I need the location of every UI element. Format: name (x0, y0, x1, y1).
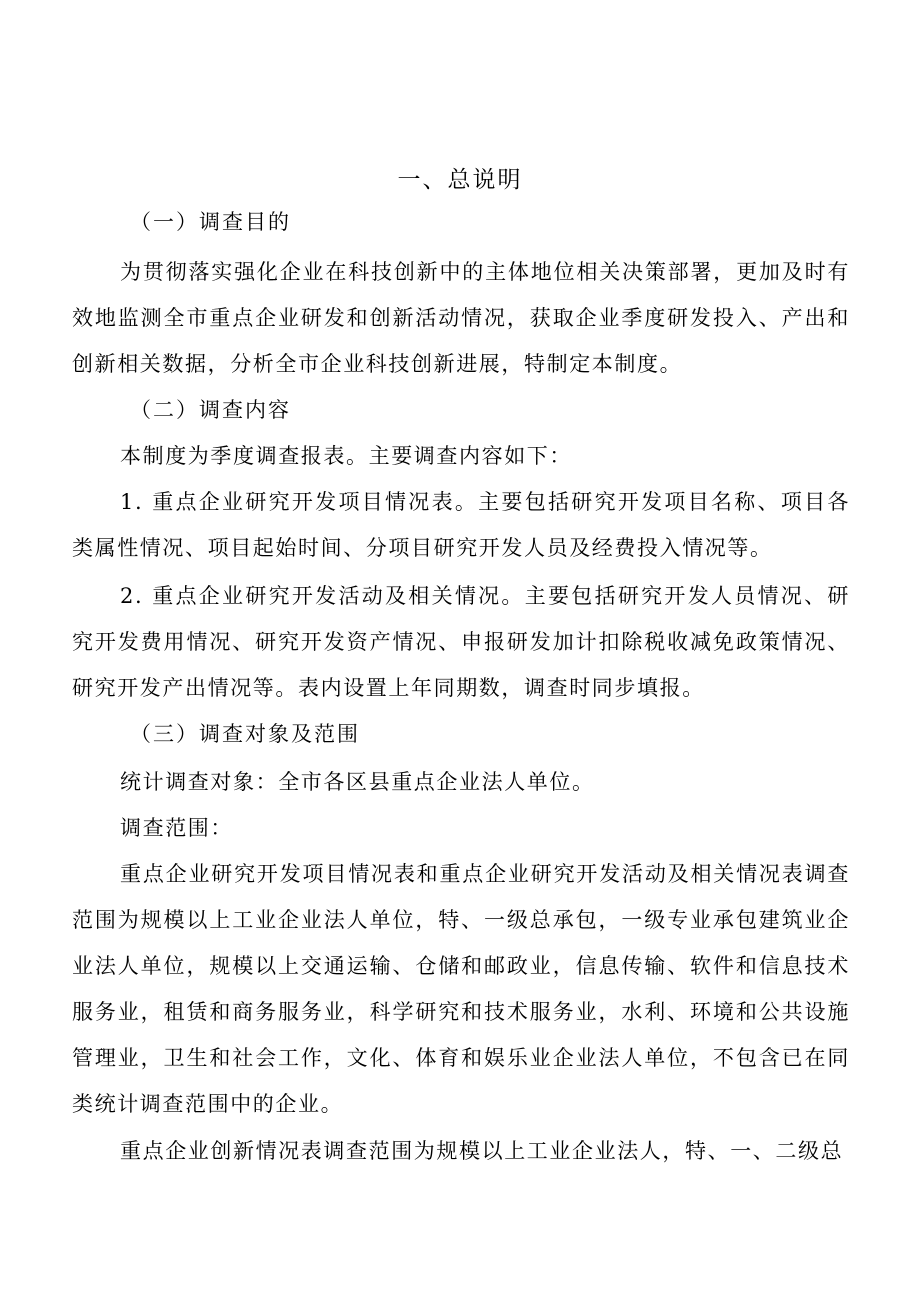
section-heading-content: （二）调查内容 (130, 398, 291, 422)
scope-paragraph-2: 重点企业创新情况表调查范围为规模以上工业企业法人，特、一、二级总 (120, 1139, 844, 1163)
survey-object: 统计调查对象：全市各区县重点企业法人单位。 (120, 770, 595, 794)
section-heading-scope: （三）调查对象及范围 (130, 722, 360, 746)
content-item-2: 2. 重点企业研究开发活动及相关情况。主要包括研究开发人员情况、研究开发费用情况、研究开发资产情况、申报研发加计扣除税收减免政策情况、研究开发产出情况等。表内设置上年同期数，调查时同步填报。 (72, 584, 850, 700)
section-heading-purpose: （一）调查目的 (130, 210, 291, 234)
scope-paragraph-1: 重点企业研究开发项目情况表和重点企业研究开发活动及相关情况表调查范围为规模以上工业企业法人单位，特、一级总承包，一级专业承包建筑业企业法人单位，规模以上交通运输、仓储和邮政业，信息传输、软件和信息技术服务业，租赁和商务服务业，科学研究和技术服务业，水利、环境和公共设施管理业，卫生和社会工作，文化、体育和娱乐业企业法人单位，不包含已在同类统计调查范围中的企业。 (72, 862, 850, 1116)
document-title: 一、总说明 (397, 167, 523, 193)
content-item-1: 1. 重点企业研究开发项目情况表。主要包括研究开发项目名称、项目各类属性情况、项目起始时间、分项目研究开发人员及经费投入情况等。 (72, 490, 850, 560)
purpose-paragraph: 为贯彻落实强化企业在科技创新中的主体地位相关决策部署，更加及时有效地监测全市重点企业研发和创新活动情况，获取企业季度研发投入、产出和创新相关数据，分析全市企业科技创新进展，特制定本制度。 (72, 260, 850, 376)
scope-label: 调查范围： (120, 816, 233, 840)
content-intro: 本制度为季度调查报表。主要调查内容如下： (120, 444, 572, 468)
